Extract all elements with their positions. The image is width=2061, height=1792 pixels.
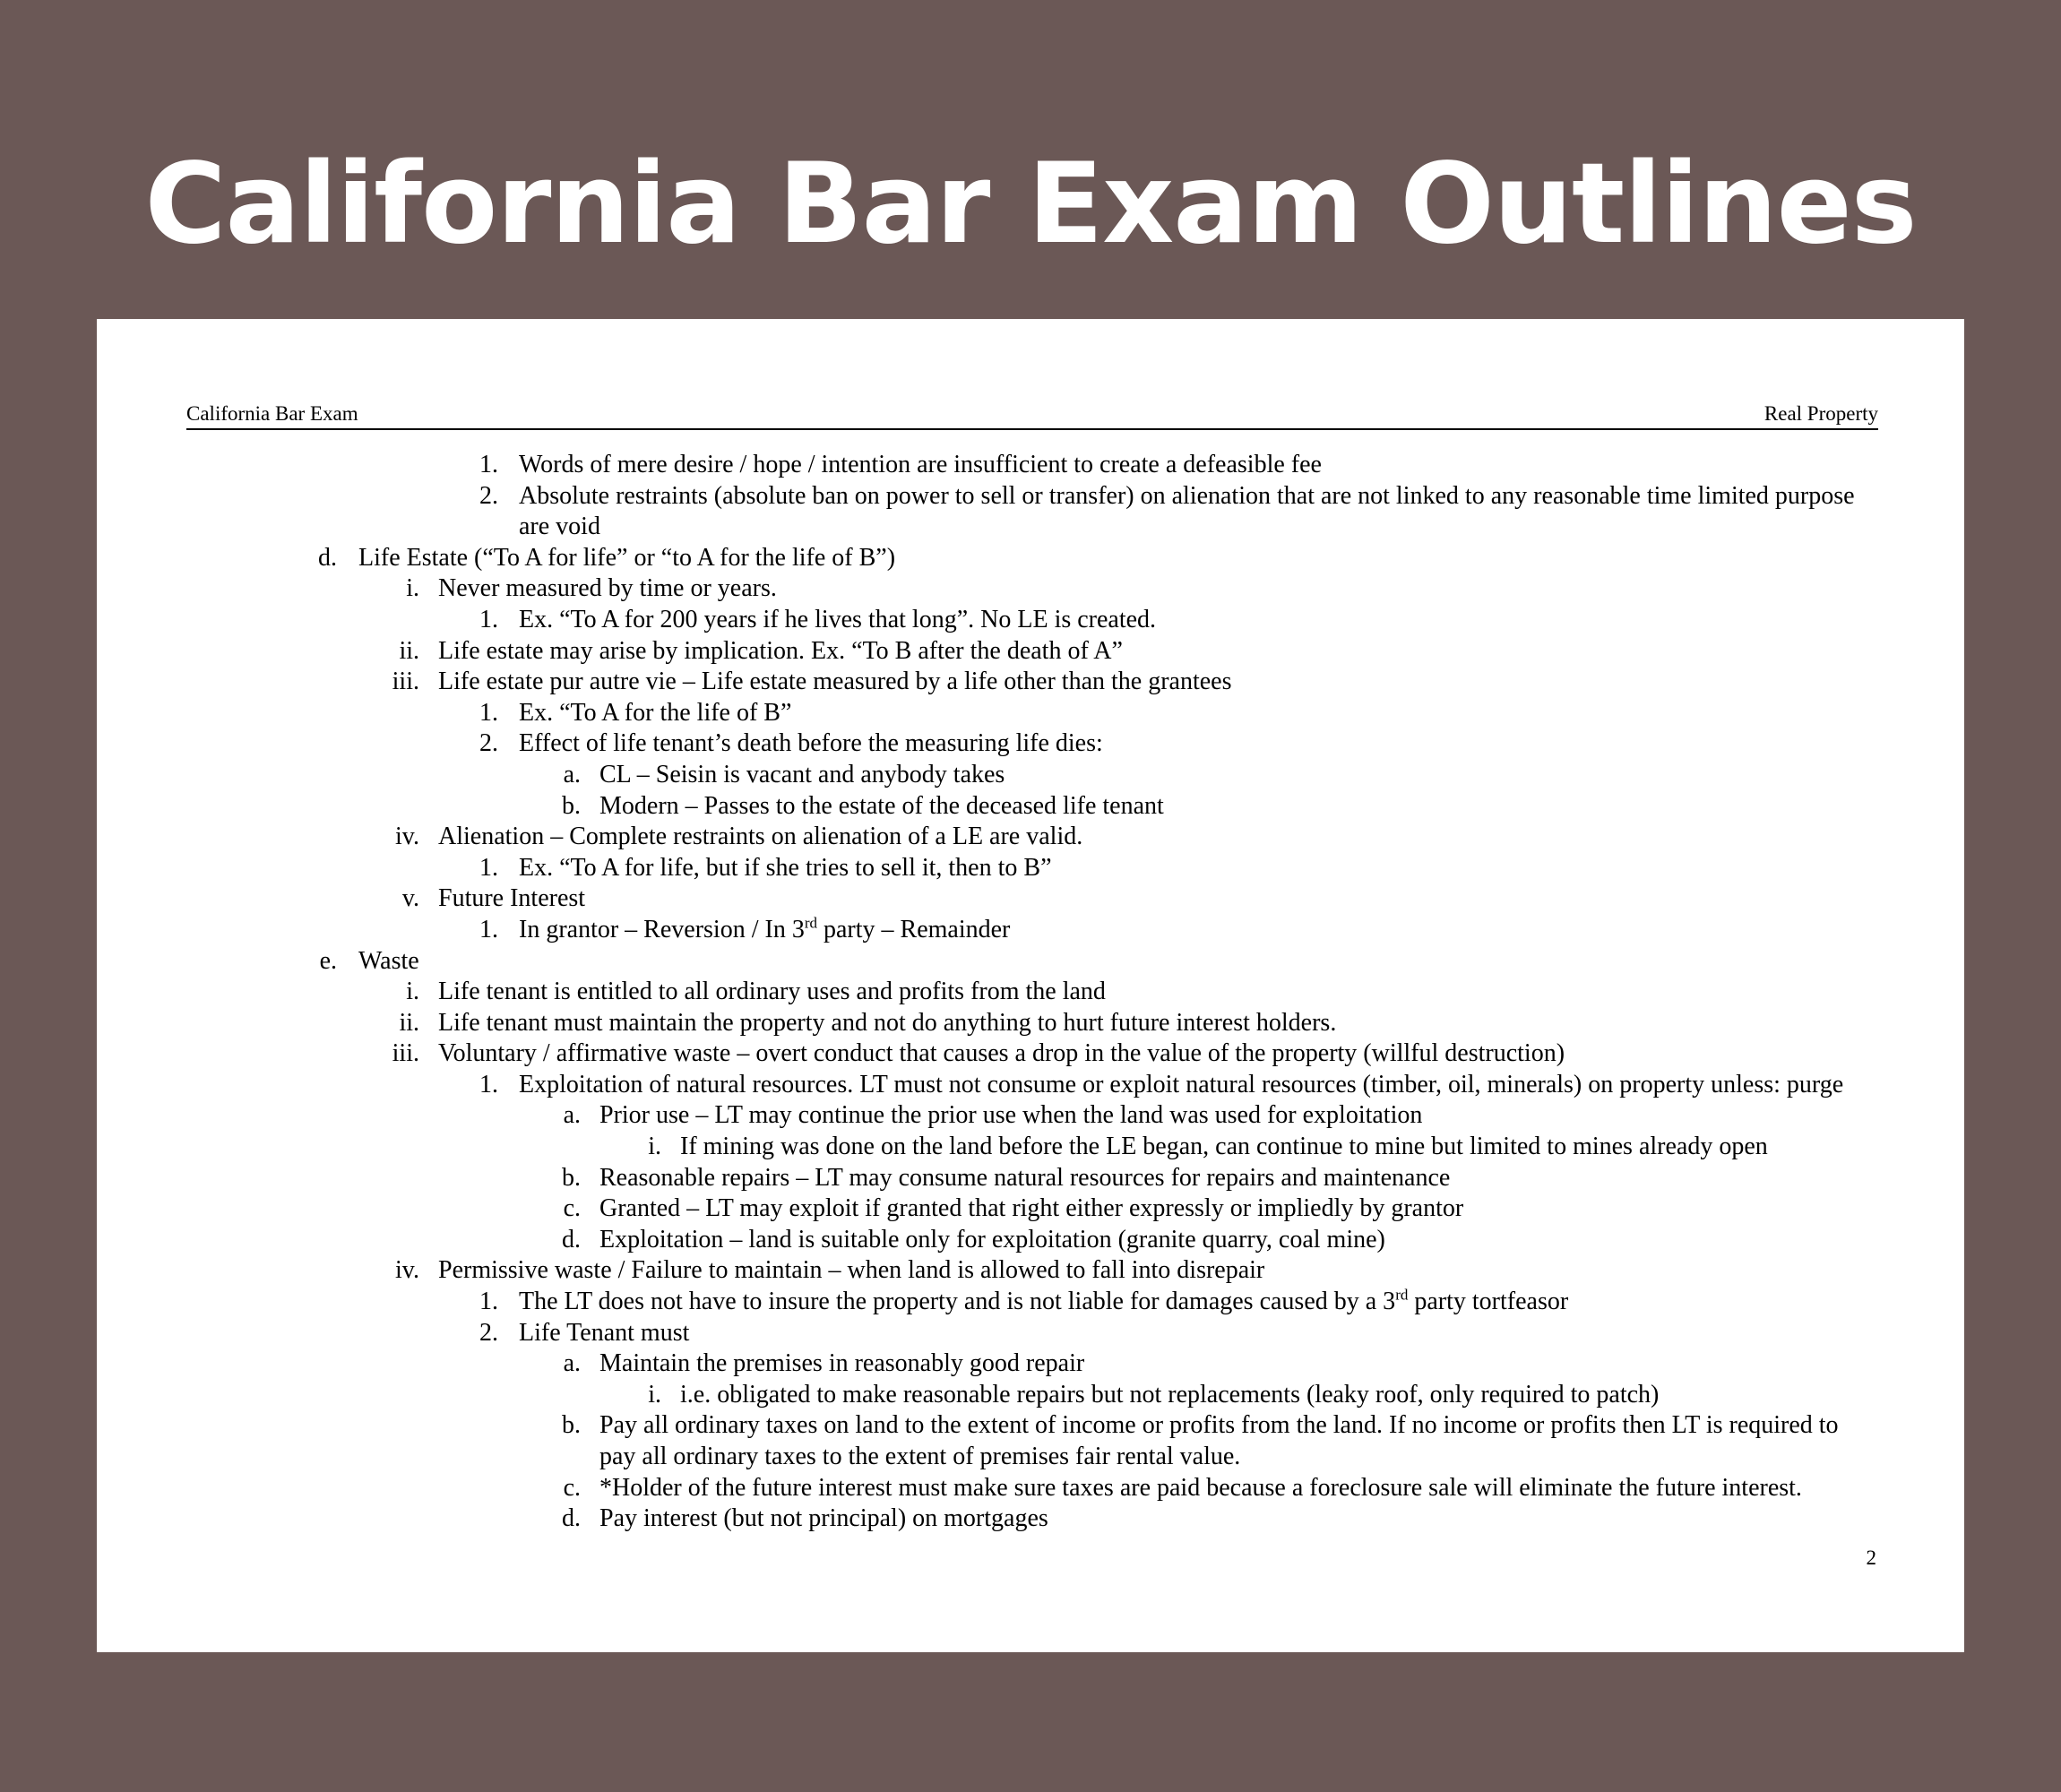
outline-marker: v.	[401, 884, 419, 913]
outline-text	[519, 915, 1867, 946]
outline-text: Life tenant is entitled to all ordinary uses and profits from the land	[438, 978, 1106, 1006]
outline-marker: a.	[563, 1349, 581, 1378]
banner-title: California Bar Exam Outlines	[144, 140, 1917, 269]
outline-marker: i.	[406, 978, 419, 1006]
outline-marker: d.	[562, 1504, 581, 1533]
outline-item	[97, 915, 1964, 946]
outline-marker: d.	[318, 543, 337, 572]
outline-marker: ii.	[399, 636, 419, 665]
outline-text: Life estate may arise by implication. Ex. “To B after the death of A”	[438, 636, 1123, 665]
page-header	[186, 398, 1878, 430]
outline-item	[97, 1287, 1964, 1318]
document-page	[97, 319, 1964, 1652]
outline-text-part: party – Remainder	[817, 915, 1011, 943]
outline-marker: ii.	[399, 1008, 419, 1037]
outline-item	[97, 1225, 1964, 1256]
outline-item	[97, 1380, 1964, 1411]
outline-text: Future Interest	[438, 884, 586, 913]
outline-marker: a.	[563, 760, 581, 788]
outline-marker: 1.	[479, 1070, 498, 1098]
outline-marker: 1.	[479, 853, 498, 882]
outline-item	[97, 1473, 1964, 1504]
outline-marker: 2.	[479, 481, 498, 510]
outline-marker: i.	[648, 1133, 661, 1161]
outline-text: Effect of life tenant’s death before the measuring life dies:	[519, 729, 1103, 758]
page-number: 2	[1866, 1546, 1876, 1569]
outline-text: Life Estate (“To A for life” or “to A for the life of B”)	[358, 543, 896, 572]
outline-item	[97, 1008, 1964, 1039]
outline-marker: i.	[406, 574, 419, 603]
outline-item	[97, 853, 1964, 884]
outline-item	[97, 573, 1964, 605]
outline-text: Permissive waste / Failure to maintain – when land is allowed to fall into disrepair	[438, 1256, 1265, 1285]
outline-text-part: The LT does not have to insure the property and is not liable for damages caused by a 3	[519, 1288, 1396, 1316]
outline-text: Never measured by time or years.	[438, 574, 777, 603]
outline-text-part: In grantor – Reversion / In 3	[519, 915, 805, 943]
outline-text: CL – Seisin is vacant and anybody takes	[599, 760, 1005, 788]
outline-text: Waste	[358, 946, 419, 975]
outline-item	[97, 1070, 1964, 1101]
outline-list	[97, 450, 1964, 1535]
outline-item	[97, 1100, 1964, 1132]
outline-marker: c.	[563, 1473, 581, 1502]
outline-item	[97, 822, 1964, 853]
outline-text: i.e. obligated to make reasonable repairs but not replacements (leaky roof, only required to patch)	[680, 1380, 1660, 1409]
outline-item	[97, 1410, 1964, 1472]
outline-text: Life tenant must maintain the property and not do anything to hurt future interest holders.	[438, 1008, 1337, 1037]
outline-marker: 2.	[479, 729, 498, 758]
outline-marker: iii.	[392, 1039, 419, 1068]
outline-text: If mining was done on the land before the LE began, can continue to mine but limited to mines already open	[680, 1133, 1768, 1161]
outline-marker: 2.	[479, 1318, 498, 1347]
outline-item	[97, 1348, 1964, 1380]
outline-text: Exploitation – land is suitable only for exploitation (granite quarry, coal mine)	[599, 1225, 1385, 1254]
outline-text: Modern – Passes to the estate of the deceased life tenant	[599, 791, 1164, 820]
outline-item	[97, 667, 1964, 698]
outline-item	[97, 698, 1964, 729]
outline-text: Absolute restraints (absolute ban on power to sell or transfer) on alienation that are not linked to any reasonable time limited purpose are void	[519, 481, 1855, 541]
header-left: California Bar Exam	[186, 402, 358, 425]
outline-text: Granted – LT may exploit if granted that right either expressly or impliedly by grantor	[599, 1194, 1464, 1223]
outline-item	[97, 1318, 1964, 1349]
outline-text: Maintain the premises in reasonably good repair	[599, 1349, 1085, 1378]
outline-marker: i.	[648, 1380, 661, 1409]
outline-marker: b.	[562, 791, 581, 820]
outline-text: *Holder of the future interest must make sure taxes are paid because a foreclosure sale will eliminate the future interest.	[599, 1473, 1802, 1502]
outline-text	[519, 1287, 1867, 1318]
outline-text: Life Tenant must	[519, 1318, 690, 1347]
outline-text: Pay interest (but not principal) on mortgages	[599, 1504, 1048, 1533]
outline-marker: a.	[563, 1101, 581, 1130]
outline-marker: e.	[319, 946, 337, 975]
outline-item	[97, 1163, 1964, 1194]
outline-item	[97, 728, 1964, 760]
outline-item	[97, 481, 1964, 543]
outline-marker: iii.	[392, 668, 419, 696]
outline-item	[97, 946, 1964, 978]
outline-item	[97, 1255, 1964, 1287]
header-right: Real Property	[1763, 402, 1878, 425]
outline-text: Pay all ordinary taxes on land to the extent of income or profits from the land. If no income or profits then LT is required to pay all ordinary taxes to the extent of premises fair rental value.	[599, 1411, 1839, 1470]
outline-item	[97, 636, 1964, 668]
outline-text: Ex. “To A for the life of B”	[519, 698, 792, 727]
outline-marker: iv.	[395, 823, 419, 851]
outline-text: Reasonable repairs – LT may consume natural resources for repairs and maintenance	[599, 1163, 1451, 1192]
outline-text: Alienation – Complete restraints on alienation of a LE are valid.	[438, 823, 1083, 851]
outline-marker: b.	[562, 1411, 581, 1440]
outline-text: Voluntary / affirmative waste – overt conduct that causes a drop in the value of the property (willful destruction)	[438, 1039, 1565, 1068]
outline-text: Words of mere desire / hope / intention are insufficient to create a defeasible fee	[519, 451, 1322, 478]
outline-text: Ex. “To A for 200 years if he lives that long”. No LE is created.	[519, 605, 1157, 633]
outline-item	[97, 605, 1964, 636]
outline-marker: 1.	[479, 451, 498, 478]
outline-text: Life estate pur autre vie – Life estate measured by a life other than the grantees	[438, 668, 1232, 696]
outline-item	[97, 760, 1964, 791]
ordinal-suffix: rd	[804, 914, 817, 932]
outline-item	[97, 883, 1964, 915]
outline-marker: c.	[563, 1194, 581, 1223]
outline-item	[97, 977, 1964, 1008]
outline-marker: 1.	[479, 698, 498, 727]
outline-item	[97, 1503, 1964, 1535]
outline-item	[97, 1132, 1964, 1163]
outline-item	[97, 791, 1964, 823]
outline-marker: d.	[562, 1225, 581, 1254]
outline-text: Exploitation of natural resources. LT must not consume or exploit natural resources (timber, oil, minerals) on property unless: purge	[519, 1070, 1844, 1098]
outline-marker: b.	[562, 1163, 581, 1192]
outline-marker: iv.	[395, 1256, 419, 1285]
outline-marker: 1.	[479, 605, 498, 633]
outline-marker: 1.	[479, 1288, 498, 1316]
outline-text: Prior use – LT may continue the prior use when the land was used for exploitation	[599, 1101, 1423, 1130]
outline-marker: 1.	[479, 915, 498, 943]
outline-item	[97, 543, 1964, 574]
outline-item	[97, 1038, 1964, 1070]
ordinal-suffix: rd	[1395, 1286, 1409, 1304]
outline-item	[97, 1193, 1964, 1225]
outline-text-part: party tortfeasor	[1408, 1288, 1569, 1316]
outline-text: Ex. “To A for life, but if she tries to sell it, then to B”	[519, 853, 1052, 882]
outline-item	[97, 450, 1964, 481]
